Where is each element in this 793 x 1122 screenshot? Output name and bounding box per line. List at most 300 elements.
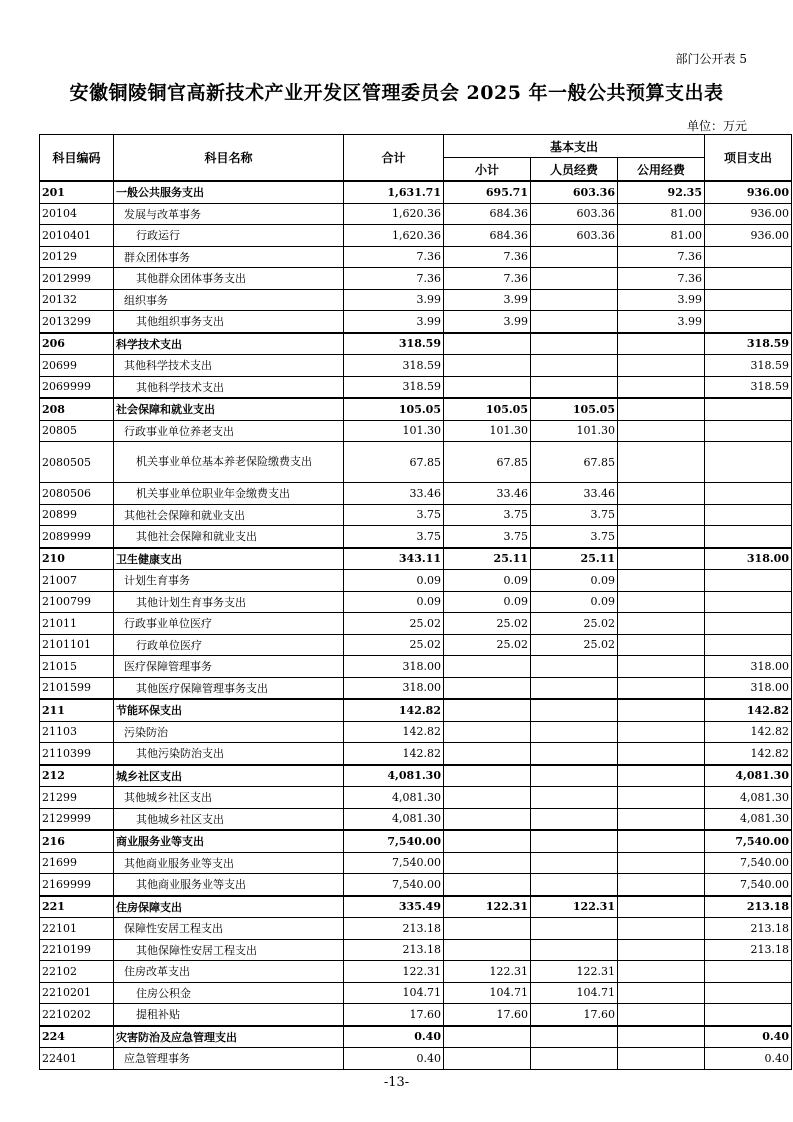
cell-personnel <box>531 830 618 852</box>
cell-public: 81.00 <box>618 203 705 225</box>
header-total: 合计 <box>344 135 444 182</box>
cell-name: 商业服务业等支出 <box>114 830 344 852</box>
cell-subtotal <box>444 743 531 765</box>
cell-code: 20899 <box>40 504 114 526</box>
table-row <box>40 483 792 505</box>
table-row <box>40 830 792 852</box>
cell-total: 0.09 <box>344 570 444 592</box>
cell-subtotal: 0.09 <box>444 570 531 592</box>
cell-personnel <box>531 246 618 268</box>
cell-public <box>618 398 705 420</box>
cell-personnel: 101.30 <box>531 420 618 442</box>
cell-personnel: 122.31 <box>531 961 618 983</box>
cell-total: 0.40 <box>344 1026 444 1048</box>
table-row <box>40 1048 792 1070</box>
cell-project: 142.82 <box>705 743 792 765</box>
cell-project <box>705 246 792 268</box>
cell-public <box>618 677 705 699</box>
cell-total: 25.02 <box>344 634 444 656</box>
cell-name: 其他城乡社区支出 <box>114 787 344 809</box>
cell-total: 4,081.30 <box>344 808 444 830</box>
header-basic: 基本支出 <box>444 135 705 158</box>
cell-code: 2080505 <box>40 442 114 483</box>
cell-personnel <box>531 1026 618 1048</box>
cell-project <box>705 634 792 656</box>
cell-name: 提租补贴 <box>114 1004 344 1026</box>
cell-name: 住房公积金 <box>114 982 344 1004</box>
cell-subtotal: 105.05 <box>444 398 531 420</box>
table-row <box>40 333 792 355</box>
cell-total: 7.36 <box>344 246 444 268</box>
cell-name: 行政运行 <box>114 225 344 247</box>
cell-code: 21103 <box>40 721 114 743</box>
cell-name: 科学技术支出 <box>114 333 344 355</box>
cell-code: 21699 <box>40 852 114 874</box>
cell-project: 318.00 <box>705 677 792 699</box>
cell-project <box>705 982 792 1004</box>
cell-project: 318.00 <box>705 656 792 678</box>
cell-personnel: 3.75 <box>531 504 618 526</box>
cell-name: 医疗保障管理事务 <box>114 656 344 678</box>
cell-code: 210 <box>40 548 114 570</box>
table-row <box>40 896 792 918</box>
cell-public: 7.36 <box>618 268 705 290</box>
cell-subtotal <box>444 852 531 874</box>
cell-total: 1,620.36 <box>344 203 444 225</box>
unit-label: 单位：万元 <box>686 119 747 133</box>
cell-code: 21011 <box>40 613 114 635</box>
table-row <box>40 1004 792 1026</box>
table-row <box>40 548 792 570</box>
table-row <box>40 787 792 809</box>
cell-project: 318.59 <box>705 376 792 398</box>
table-row <box>40 570 792 592</box>
cell-public: 92.35 <box>618 181 705 203</box>
cell-code: 2101101 <box>40 634 114 656</box>
cell-project: 4,081.30 <box>705 787 792 809</box>
cell-public <box>618 591 705 613</box>
cell-subtotal <box>444 376 531 398</box>
cell-total: 7,540.00 <box>344 852 444 874</box>
cell-personnel <box>531 376 618 398</box>
cell-subtotal <box>444 355 531 377</box>
cell-subtotal: 122.31 <box>444 961 531 983</box>
table-row <box>40 656 792 678</box>
cell-name: 组织事务 <box>114 289 344 311</box>
cell-name: 机关事业单位基本养老保险缴费支出 <box>114 442 344 483</box>
cell-public <box>618 634 705 656</box>
cell-public <box>618 830 705 852</box>
cell-code: 212 <box>40 765 114 787</box>
table-row <box>40 268 792 290</box>
cell-code: 224 <box>40 1026 114 1048</box>
cell-name: 社会保障和就业支出 <box>114 398 344 420</box>
cell-subtotal <box>444 721 531 743</box>
cell-subtotal: 3.99 <box>444 311 531 333</box>
cell-total: 105.05 <box>344 398 444 420</box>
cell-personnel <box>531 808 618 830</box>
cell-project: 0.40 <box>705 1026 792 1048</box>
cell-code: 2129999 <box>40 808 114 830</box>
cell-name: 其他组织事务支出 <box>114 311 344 333</box>
cell-project: 318.59 <box>705 333 792 355</box>
cell-public <box>618 1004 705 1026</box>
cell-code: 221 <box>40 896 114 918</box>
cell-project: 318.00 <box>705 548 792 570</box>
cell-project: 0.40 <box>705 1048 792 1070</box>
cell-public <box>618 613 705 635</box>
cell-subtotal: 25.02 <box>444 613 531 635</box>
header-subtotal: 小计 <box>444 158 531 182</box>
cell-public <box>618 852 705 874</box>
cell-total: 3.99 <box>344 311 444 333</box>
cell-personnel <box>531 787 618 809</box>
cell-personnel <box>531 743 618 765</box>
cell-name: 群众团体事务 <box>114 246 344 268</box>
table-row <box>40 376 792 398</box>
cell-subtotal: 122.31 <box>444 896 531 918</box>
cell-project <box>705 591 792 613</box>
cell-project <box>705 961 792 983</box>
table-body <box>40 181 792 1069</box>
cell-total: 67.85 <box>344 442 444 483</box>
cell-subtotal: 101.30 <box>444 420 531 442</box>
cell-total: 17.60 <box>344 1004 444 1026</box>
page-title: 安徽铜陵铜官高新技术产业开发区管理委员会 2025 年一般公共预算支出表 <box>69 82 724 104</box>
cell-public <box>618 656 705 678</box>
cell-project: 7,540.00 <box>705 874 792 896</box>
cell-subtotal <box>444 677 531 699</box>
cell-project <box>705 483 792 505</box>
table-row <box>40 699 792 721</box>
cell-public <box>618 939 705 961</box>
cell-project <box>705 289 792 311</box>
cell-public <box>618 743 705 765</box>
cell-code: 22102 <box>40 961 114 983</box>
cell-project: 142.82 <box>705 699 792 721</box>
cell-personnel: 122.31 <box>531 896 618 918</box>
cell-subtotal: 33.46 <box>444 483 531 505</box>
cell-project: 318.59 <box>705 355 792 377</box>
cell-public <box>618 355 705 377</box>
cell-personnel <box>531 918 618 940</box>
page-number: -13- <box>383 1075 410 1090</box>
table-row <box>40 613 792 635</box>
cell-subtotal <box>444 1048 531 1070</box>
table-row <box>40 289 792 311</box>
cell-code: 2069999 <box>40 376 114 398</box>
cell-total: 318.59 <box>344 333 444 355</box>
cell-total: 213.18 <box>344 939 444 961</box>
cell-public <box>618 1026 705 1048</box>
cell-project <box>705 268 792 290</box>
table-row <box>40 721 792 743</box>
table-row <box>40 874 792 896</box>
cell-personnel <box>531 1048 618 1070</box>
cell-total: 3.99 <box>344 289 444 311</box>
cell-personnel <box>531 656 618 678</box>
cell-total: 25.02 <box>344 613 444 635</box>
cell-public <box>618 570 705 592</box>
cell-total: 318.59 <box>344 355 444 377</box>
cell-name: 其他科学技术支出 <box>114 355 344 377</box>
cell-code: 21015 <box>40 656 114 678</box>
cell-name: 机关事业单位职业年金缴费支出 <box>114 483 344 505</box>
cell-code: 211 <box>40 699 114 721</box>
cell-personnel <box>531 852 618 874</box>
cell-project: 7,540.00 <box>705 852 792 874</box>
cell-personnel <box>531 333 618 355</box>
cell-code: 2110399 <box>40 743 114 765</box>
cell-public <box>618 548 705 570</box>
table-row <box>40 982 792 1004</box>
cell-personnel: 603.36 <box>531 225 618 247</box>
cell-public: 3.99 <box>618 289 705 311</box>
cell-public <box>618 1048 705 1070</box>
cell-total: 4,081.30 <box>344 765 444 787</box>
cell-personnel <box>531 268 618 290</box>
cell-total: 142.82 <box>344 699 444 721</box>
cell-project: 936.00 <box>705 203 792 225</box>
cell-name: 卫生健康支出 <box>114 548 344 570</box>
cell-subtotal <box>444 918 531 940</box>
cell-personnel <box>531 765 618 787</box>
cell-total: 213.18 <box>344 918 444 940</box>
cell-name: 其他商业服务业等支出 <box>114 852 344 874</box>
cell-code: 2100799 <box>40 591 114 613</box>
cell-subtotal: 17.60 <box>444 1004 531 1026</box>
cell-code: 20129 <box>40 246 114 268</box>
cell-subtotal: 25.02 <box>444 634 531 656</box>
cell-subtotal: 7.36 <box>444 246 531 268</box>
table-row <box>40 939 792 961</box>
table-row <box>40 246 792 268</box>
cell-name: 其他群众团体事务支出 <box>114 268 344 290</box>
cell-personnel <box>531 355 618 377</box>
cell-personnel: 17.60 <box>531 1004 618 1026</box>
cell-name: 行政事业单位养老支出 <box>114 420 344 442</box>
cell-personnel <box>531 677 618 699</box>
table-row <box>40 398 792 420</box>
cell-public <box>618 721 705 743</box>
cell-name: 其他计划生育事务支出 <box>114 591 344 613</box>
cell-public: 7.36 <box>618 246 705 268</box>
cell-subtotal: 67.85 <box>444 442 531 483</box>
cell-project <box>705 420 792 442</box>
cell-total: 122.31 <box>344 961 444 983</box>
cell-total: 7,540.00 <box>344 830 444 852</box>
cell-public <box>618 526 705 548</box>
cell-project <box>705 442 792 483</box>
cell-project <box>705 398 792 420</box>
cell-subtotal <box>444 874 531 896</box>
cell-code: 2169999 <box>40 874 114 896</box>
cell-public: 3.99 <box>618 311 705 333</box>
cell-name: 节能环保支出 <box>114 699 344 721</box>
cell-personnel: 603.36 <box>531 203 618 225</box>
cell-public <box>618 765 705 787</box>
table-row <box>40 442 792 483</box>
header-public: 公用经费 <box>618 158 705 182</box>
cell-total: 1,631.71 <box>344 181 444 203</box>
cell-subtotal <box>444 787 531 809</box>
cell-code: 2010401 <box>40 225 114 247</box>
cell-name: 其他科学技术支出 <box>114 376 344 398</box>
cell-subtotal: 0.09 <box>444 591 531 613</box>
cell-code: 21007 <box>40 570 114 592</box>
cell-project: 213.18 <box>705 896 792 918</box>
cell-public <box>618 961 705 983</box>
table-row <box>40 203 792 225</box>
cell-subtotal: 104.71 <box>444 982 531 1004</box>
cell-personnel <box>531 874 618 896</box>
cell-code: 20805 <box>40 420 114 442</box>
cell-project <box>705 613 792 635</box>
cell-project: 213.18 <box>705 918 792 940</box>
cell-code: 216 <box>40 830 114 852</box>
cell-total: 0.09 <box>344 591 444 613</box>
cell-public: 81.00 <box>618 225 705 247</box>
table-row <box>40 526 792 548</box>
cell-name: 其他商业服务业等支出 <box>114 874 344 896</box>
cell-subtotal: 3.75 <box>444 526 531 548</box>
cell-total: 33.46 <box>344 483 444 505</box>
cell-personnel: 105.05 <box>531 398 618 420</box>
table-row <box>40 961 792 983</box>
table-row <box>40 677 792 699</box>
cell-total: 0.40 <box>344 1048 444 1070</box>
cell-subtotal <box>444 699 531 721</box>
cell-subtotal: 684.36 <box>444 203 531 225</box>
cell-subtotal <box>444 830 531 852</box>
cell-subtotal <box>444 808 531 830</box>
cell-personnel <box>531 699 618 721</box>
cell-total: 104.71 <box>344 982 444 1004</box>
cell-personnel: 25.02 <box>531 613 618 635</box>
cell-personnel: 0.09 <box>531 570 618 592</box>
cell-code: 2012999 <box>40 268 114 290</box>
cell-total: 7,540.00 <box>344 874 444 896</box>
table-row <box>40 181 792 203</box>
cell-personnel: 67.85 <box>531 442 618 483</box>
cell-personnel: 25.02 <box>531 634 618 656</box>
cell-project <box>705 504 792 526</box>
cell-code: 2080506 <box>40 483 114 505</box>
cell-total: 318.59 <box>344 376 444 398</box>
cell-name: 污染防治 <box>114 721 344 743</box>
budget-table <box>39 134 792 1070</box>
cell-total: 3.75 <box>344 504 444 526</box>
cell-code: 2101599 <box>40 677 114 699</box>
cell-project: 213.18 <box>705 939 792 961</box>
table-row <box>40 1026 792 1048</box>
table-row <box>40 504 792 526</box>
table-row <box>40 225 792 247</box>
cell-subtotal: 25.11 <box>444 548 531 570</box>
cell-project <box>705 311 792 333</box>
cell-name: 计划生育事务 <box>114 570 344 592</box>
cell-total: 142.82 <box>344 743 444 765</box>
cell-name: 一般公共服务支出 <box>114 181 344 203</box>
cell-project: 142.82 <box>705 721 792 743</box>
table-row <box>40 591 792 613</box>
cell-public <box>618 483 705 505</box>
cell-personnel: 603.36 <box>531 181 618 203</box>
header-project: 项目支出 <box>705 135 792 182</box>
cell-code: 206 <box>40 333 114 355</box>
cell-project <box>705 526 792 548</box>
table-row <box>40 355 792 377</box>
table-row <box>40 634 792 656</box>
cell-project: 936.00 <box>705 225 792 247</box>
cell-name: 住房保障支出 <box>114 896 344 918</box>
cell-public <box>618 504 705 526</box>
cell-code: 22101 <box>40 918 114 940</box>
cell-project <box>705 570 792 592</box>
cell-name: 其他污染防治支出 <box>114 743 344 765</box>
cell-public <box>618 787 705 809</box>
cell-project: 4,081.30 <box>705 808 792 830</box>
cell-code: 201 <box>40 181 114 203</box>
cell-total: 7.36 <box>344 268 444 290</box>
cell-name: 其他保障性安居工程支出 <box>114 939 344 961</box>
cell-public <box>618 699 705 721</box>
cell-total: 343.11 <box>344 548 444 570</box>
cell-total: 335.49 <box>344 896 444 918</box>
cell-name: 其他城乡社区支出 <box>114 808 344 830</box>
cell-personnel <box>531 721 618 743</box>
table-row <box>40 852 792 874</box>
cell-name: 保障性安居工程支出 <box>114 918 344 940</box>
cell-public <box>618 982 705 1004</box>
cell-subtotal: 3.99 <box>444 289 531 311</box>
cell-project: 7,540.00 <box>705 830 792 852</box>
header-name: 科目名称 <box>114 135 344 182</box>
table-number-tag: 部门公开表 5 <box>675 52 747 66</box>
cell-public <box>618 420 705 442</box>
cell-name: 灾害防治及应急管理支出 <box>114 1026 344 1048</box>
cell-name: 住房改革支出 <box>114 961 344 983</box>
cell-name: 行政单位医疗 <box>114 634 344 656</box>
cell-total: 3.75 <box>344 526 444 548</box>
cell-total: 142.82 <box>344 721 444 743</box>
cell-total: 1,620.36 <box>344 225 444 247</box>
cell-subtotal: 695.71 <box>444 181 531 203</box>
cell-project: 4,081.30 <box>705 765 792 787</box>
cell-code: 2210199 <box>40 939 114 961</box>
cell-personnel: 104.71 <box>531 982 618 1004</box>
header-personnel: 人员经费 <box>531 158 618 182</box>
cell-public <box>618 333 705 355</box>
cell-personnel: 25.11 <box>531 548 618 570</box>
cell-name: 其他医疗保障管理事务支出 <box>114 677 344 699</box>
cell-project: 936.00 <box>705 181 792 203</box>
cell-code: 2013299 <box>40 311 114 333</box>
cell-project <box>705 1004 792 1026</box>
cell-subtotal <box>444 765 531 787</box>
cell-personnel: 3.75 <box>531 526 618 548</box>
cell-code: 208 <box>40 398 114 420</box>
cell-code: 20104 <box>40 203 114 225</box>
cell-total: 4,081.30 <box>344 787 444 809</box>
cell-personnel <box>531 939 618 961</box>
cell-name: 行政事业单位医疗 <box>114 613 344 635</box>
cell-public <box>618 442 705 483</box>
table-row <box>40 420 792 442</box>
cell-code: 22401 <box>40 1048 114 1070</box>
cell-code: 20699 <box>40 355 114 377</box>
cell-total: 101.30 <box>344 420 444 442</box>
